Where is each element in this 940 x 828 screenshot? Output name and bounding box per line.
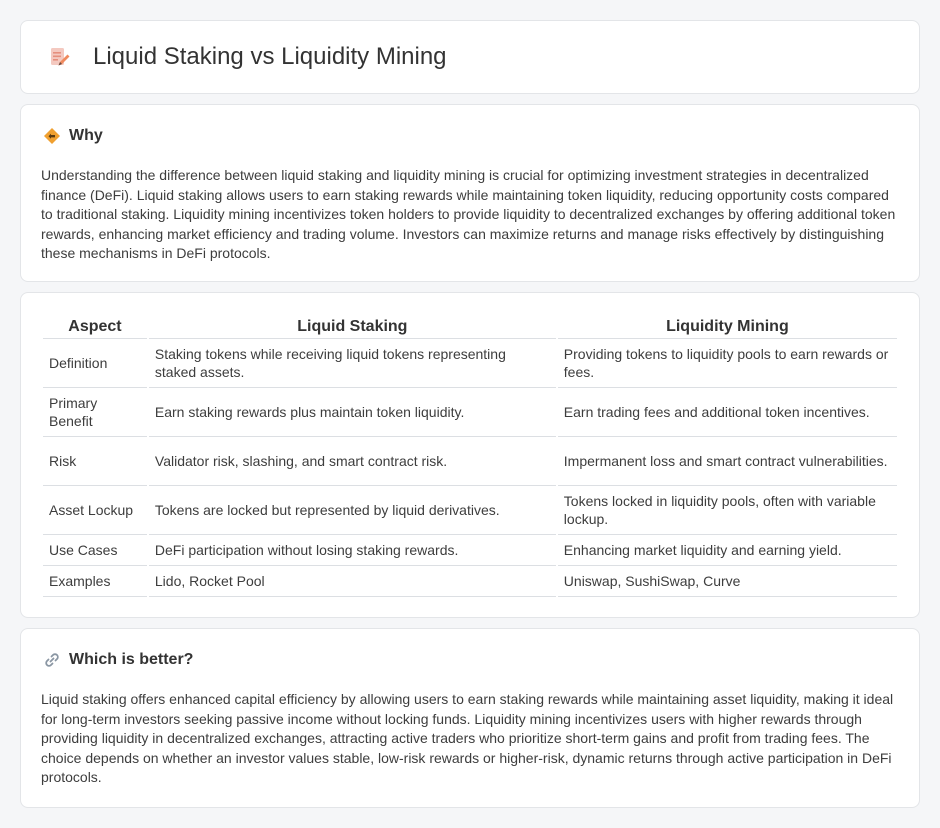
header-liquidity-mining: Liquidity Mining bbox=[558, 313, 897, 339]
aspect-cell: Primary Benefit bbox=[43, 388, 147, 437]
which-is-better-text: Liquid staking offers enhanced capital efficiency by allowing users to earn staking rewards while maintaining asset liquidity, making it ideal for long-term investors seeking passive income without locking funds. Liquidity mining incentivizes users with higher rewards through providing liquidity in decentralized exchanges, attracting active traders who prioritize short-term gains and profit from trading fees. The choice depends on whether an investor values stable, low-risk rewards or higher-risk, dynamic returns through active participation in DeFi protocols. bbox=[41, 691, 894, 785]
comparison-table bbox=[41, 313, 899, 597]
liquid-staking-cell: Lido, Rocket Pool bbox=[149, 566, 556, 597]
liquidity-mining-cell: Impermanent loss and smart contract vulnerabilities. bbox=[558, 437, 897, 486]
aspect-cell: Definition bbox=[43, 339, 147, 388]
which-is-better-section bbox=[20, 628, 920, 808]
liquid-staking-cell: Tokens are locked but represented by liquid derivatives. bbox=[149, 486, 556, 535]
liquid-staking-cell: Validator risk, slashing, and smart contract risk. bbox=[149, 437, 556, 486]
table-row bbox=[43, 535, 897, 566]
table-row bbox=[43, 437, 897, 486]
aspect-cell: Risk bbox=[43, 437, 147, 486]
aspect-cell: Examples bbox=[43, 566, 147, 597]
liquidity-mining-cell: Enhancing market liquidity and earning yield. bbox=[558, 535, 897, 566]
title-card bbox=[20, 20, 920, 94]
page-title: Liquid Staking vs Liquidity Mining bbox=[93, 43, 447, 70]
header-liquid-staking: Liquid Staking bbox=[149, 313, 556, 339]
table-row bbox=[43, 486, 897, 535]
liquid-staking-cell: Staking tokens while receiving liquid tokens representing staked assets. bbox=[149, 339, 556, 388]
why-section bbox=[20, 104, 920, 282]
why-text: Understanding the difference between liquid staking and liquidity mining is crucial for optimizing investment strategies in decentralized finance (DeFi). Liquid staking allows users to earn staking rewards while maintaining token liquidity, reducing opportunity costs compared to traditional staking. Liquidity mining incentivizes token holders to provide liquidity to decentralized exchanges by offering additional token rewards, enhancing market efficiency and trading volume. Investors can maximize returns and manage risks effectively by distinguishing these mechanisms in DeFi protocols. bbox=[41, 167, 896, 261]
table-row bbox=[43, 388, 897, 437]
why-heading: Why bbox=[69, 127, 103, 144]
liquidity-mining-cell: Tokens locked in liquidity pools, often with variable lockup. bbox=[558, 486, 897, 535]
aspect-cell: Use Cases bbox=[43, 535, 147, 566]
table-row bbox=[43, 339, 897, 388]
liquidity-mining-cell: Uniswap, SushiSwap, Curve bbox=[558, 566, 897, 597]
comparison-section bbox=[20, 292, 920, 618]
aspect-cell: Asset Lockup bbox=[43, 486, 147, 535]
edit-document-icon bbox=[47, 45, 71, 69]
liquid-staking-cell: Earn staking rewards plus maintain token liquidity. bbox=[149, 388, 556, 437]
liquidity-mining-cell: Earn trading fees and additional token incentives. bbox=[558, 388, 897, 437]
table-row bbox=[43, 566, 897, 597]
liquid-staking-cell: DeFi participation without losing staking rewards. bbox=[149, 535, 556, 566]
header-aspect: Aspect bbox=[43, 313, 147, 339]
which-is-better-heading: Which is better? bbox=[69, 651, 194, 668]
liquidity-mining-cell: Providing tokens to liquidity pools to earn rewards or fees. bbox=[558, 339, 897, 388]
diamond-sign-icon bbox=[43, 127, 61, 145]
table-header-row bbox=[43, 313, 897, 339]
link-icon bbox=[43, 651, 61, 669]
